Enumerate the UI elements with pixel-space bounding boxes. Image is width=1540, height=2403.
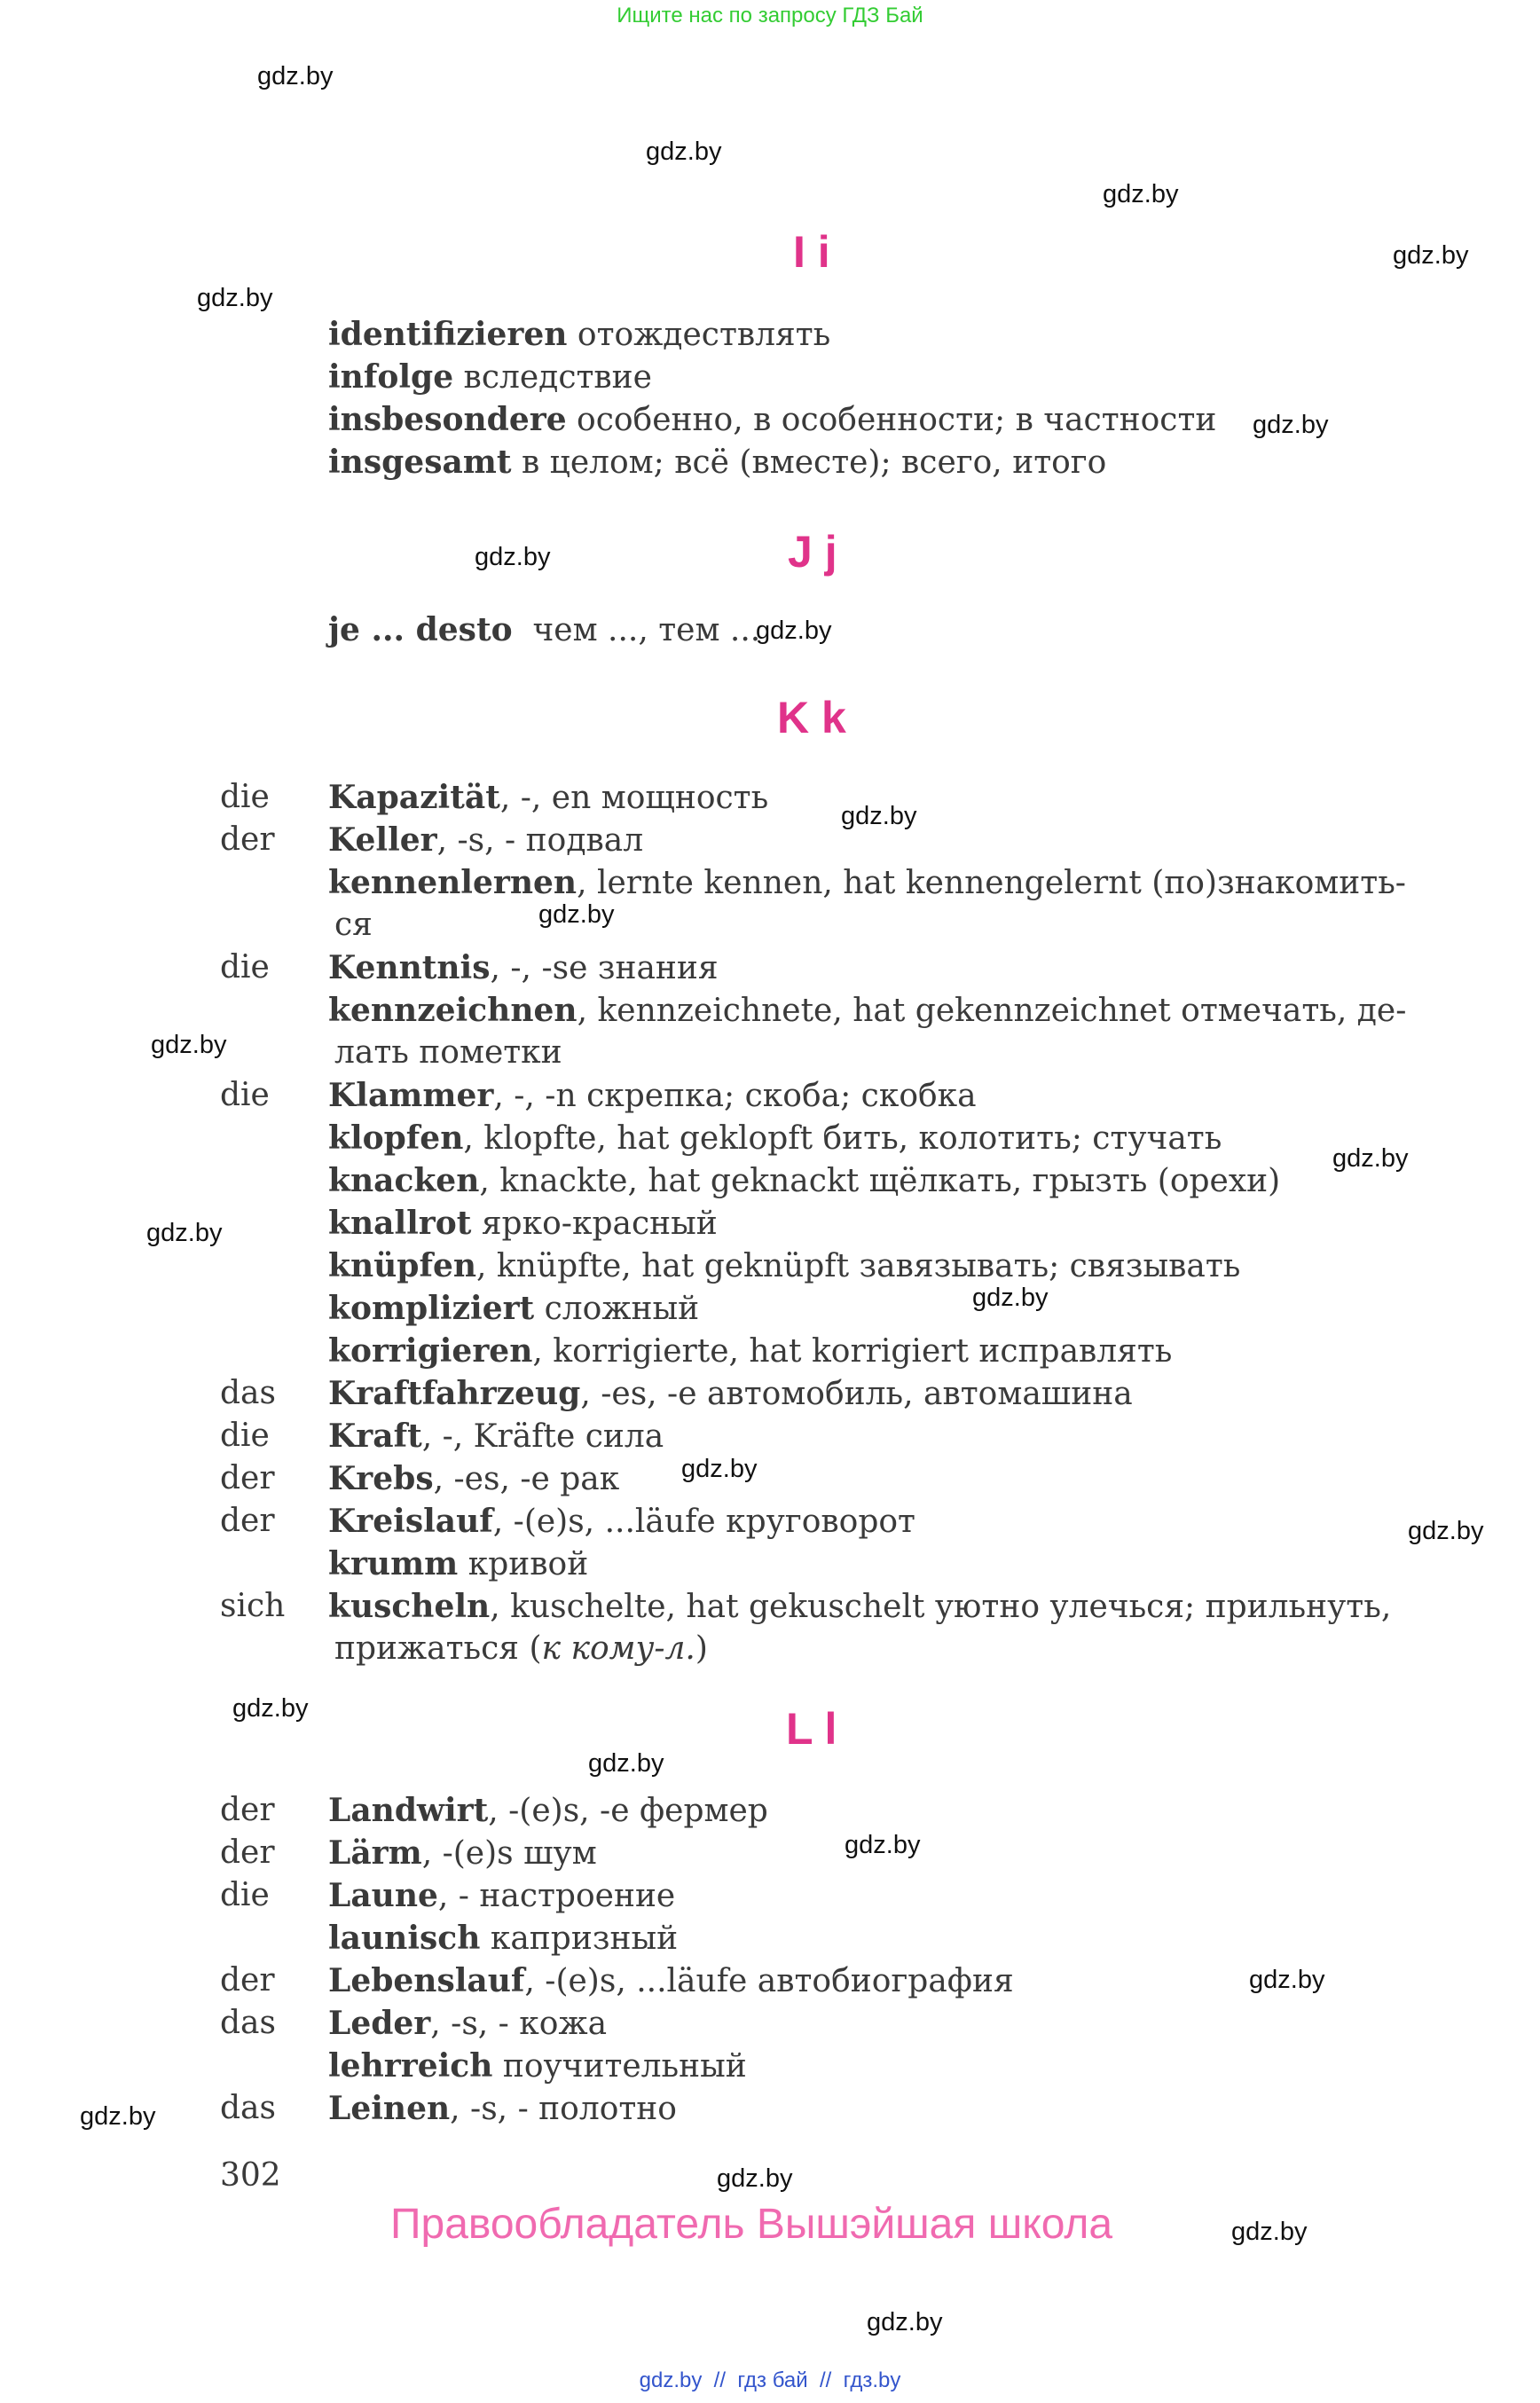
entry-article: die	[220, 1417, 270, 1454]
entry-term: Keller	[328, 821, 437, 859]
dictionary-entry	[0, 1202, 1540, 1245]
entry-definition: , knackte, hat geknackt щёлкать, грызть (орехи)	[479, 1163, 1281, 1199]
watermark: gdz.by	[538, 900, 615, 929]
entry-term: krumm	[328, 1545, 459, 1582]
dictionary-entry	[0, 1457, 1540, 1500]
dictionary-entry	[0, 1415, 1540, 1457]
dictionary-entry	[0, 2002, 1540, 2045]
dictionary-entry-continuation	[0, 1032, 1540, 1074]
section-letter: J j	[788, 527, 837, 577]
entry-article: sich	[220, 1588, 286, 1624]
entry-term: Klammer	[328, 1077, 494, 1114]
watermark: gdz.by	[845, 1831, 921, 1859]
dictionary-entry	[0, 1159, 1540, 1202]
watermark: gdz.by	[146, 1219, 223, 1247]
watermark: gdz.by	[972, 1284, 1049, 1312]
section-letter: I i	[793, 227, 830, 277]
watermark: gdz.by	[867, 2308, 943, 2336]
footer-links[interactable]: gdz.by // гдз бай // гдз.by	[639, 2368, 901, 2392]
dictionary-entry	[0, 609, 1540, 651]
entry-term: launisch	[328, 1920, 481, 1957]
entry-definition: , -, -n скрепка; скоба; скобка	[493, 1078, 977, 1114]
entry-definition: , - настроение	[437, 1878, 676, 1914]
entry-definition: , -, en мощность	[499, 780, 769, 816]
dictionary-entry	[0, 861, 1540, 904]
entry-definition: , kennzeichnete, hat gekennzeichnet отмечать, де-	[577, 993, 1407, 1029]
entry-term: identifizieren	[328, 316, 568, 353]
entry-definition: поучительный	[492, 2048, 747, 2085]
watermark: gdz.by	[1393, 241, 1469, 270]
entry-term: je ... desto	[328, 611, 513, 648]
entry-term: Lebenslauf	[328, 1962, 525, 1999]
dictionary-entry	[0, 1500, 1540, 1543]
section-letter: L l	[786, 1704, 837, 1754]
watermark: gdz.by	[1231, 2218, 1308, 2246]
dictionary-entry	[0, 1287, 1540, 1330]
entry-definition: особенно, в особенности; в частности	[566, 402, 1217, 438]
entry-definition: , korrigierte, hat korrigiert исправлять	[532, 1333, 1173, 1370]
entry-term: insbesondere	[328, 401, 567, 438]
dictionary-entry	[0, 819, 1540, 861]
watermark: gdz.by	[1249, 1966, 1325, 1994]
entry-term: Kapazität	[328, 779, 500, 816]
watermark: gdz.by	[681, 1455, 758, 1483]
watermark: gdz.by	[1253, 411, 1329, 439]
section-letter: K k	[777, 693, 846, 742]
page-number: 302	[220, 2157, 281, 2194]
watermark: gdz.by	[1332, 1144, 1409, 1173]
entry-article: der	[220, 1792, 275, 1828]
entry-term: Leder	[328, 2005, 431, 2042]
entry-definition-end: )	[695, 1630, 708, 1667]
entry-definition: , knüpfte, hat geknüpft завязывать; связывать	[476, 1248, 1241, 1284]
entry-article: die	[220, 949, 270, 986]
watermark: gdz.by	[197, 284, 273, 312]
dictionary-entry	[0, 1917, 1540, 1959]
entry-definition: , -(e)s шум	[421, 1835, 597, 1872]
entry-definition: , -(e)s, -e фермер	[488, 1793, 768, 1829]
dictionary-entry	[0, 946, 1540, 989]
entry-definition: , -s, - подвал	[436, 822, 644, 859]
entry-term: insgesamt	[328, 444, 512, 481]
watermark: gdz.by	[756, 616, 832, 645]
dictionary-entry	[0, 398, 1540, 441]
watermark: gdz.by	[232, 1694, 309, 1723]
dictionary-entry-continuation	[0, 1628, 1540, 1670]
dictionary-entry	[0, 1245, 1540, 1287]
entry-article: der	[220, 1503, 275, 1539]
dictionary-entry	[0, 1959, 1540, 2002]
entry-article: das	[220, 2090, 276, 2126]
dictionary-entry	[0, 356, 1540, 398]
entry-term: infolge	[328, 358, 454, 396]
top-banner[interactable]: Ищите нас по запросу ГДЗ Бай	[617, 4, 923, 27]
watermark: gdz.by	[151, 1031, 227, 1059]
entry-article: die	[220, 1077, 270, 1113]
entry-definition: капризный	[480, 1920, 679, 1957]
entry-definition: , -es, -e автомобиль, автомашина	[580, 1376, 1133, 1412]
watermark: gdz.by	[1408, 1517, 1484, 1545]
watermark: gdz.by	[717, 2164, 793, 2193]
entry-definition: в целом; всё (вместе); всего, итого	[511, 444, 1107, 481]
entry-term: kuscheln	[328, 1588, 491, 1625]
entry-definition: отождествлять	[567, 317, 831, 353]
dictionary-entry	[0, 1117, 1540, 1159]
watermark: gdz.by	[646, 137, 722, 166]
dictionary-entry	[0, 2045, 1540, 2087]
watermark: gdz.by	[588, 1749, 664, 1778]
entry-term: Kreislauf	[328, 1503, 493, 1540]
entry-term: kennenlernen	[328, 864, 578, 901]
dictionary-entry	[0, 1789, 1540, 1832]
watermark: gdz.by	[841, 802, 917, 830]
dictionary-entry-continuation	[0, 904, 1540, 946]
entry-term: Landwirt	[328, 1792, 489, 1829]
entry-definition: вследствие	[453, 359, 652, 396]
entry-term: Kenntnis	[328, 949, 491, 986]
entry-article: der	[220, 1834, 275, 1871]
dictionary-entry	[0, 1585, 1540, 1628]
entry-article: das	[220, 1375, 276, 1411]
dictionary-entry	[0, 776, 1540, 819]
entry-term: Kraft	[328, 1417, 422, 1455]
entry-term: Lärm	[328, 1834, 422, 1872]
entry-article: die	[220, 779, 270, 815]
entry-definition: , klopfte, hat geklopft бить, колотить; стучать	[463, 1120, 1222, 1157]
copyright-notice: Правообладатель Вышэйшая школа	[390, 2201, 1113, 2248]
dictionary-entry	[0, 1543, 1540, 1585]
dictionary-entry	[0, 1372, 1540, 1415]
dictionary-entry	[0, 1330, 1540, 1372]
entry-term: Leinen	[328, 2090, 451, 2127]
entry-definition: лать пометки	[334, 1034, 562, 1071]
entry-article: das	[220, 2005, 276, 2041]
entry-definition: , -es, -e рак	[433, 1461, 620, 1497]
entry-definition: , kuschelte, hat gekuschelt уютно улечься; прильнуть,	[490, 1589, 1392, 1625]
entry-term: Kraftfahrzeug	[328, 1375, 581, 1412]
dictionary-entry	[0, 1832, 1540, 1874]
entry-term: knacken	[328, 1162, 480, 1199]
entry-article: der	[220, 821, 275, 858]
dictionary-entry	[0, 989, 1540, 1032]
entry-definition: прижаться (	[334, 1630, 542, 1667]
entry-article: der	[220, 1460, 275, 1496]
entry-definition: , -(e)s, ...läufe автобиография	[524, 1963, 1014, 1999]
entry-term: klopfen	[328, 1119, 464, 1157]
entry-term: korrigieren	[328, 1332, 533, 1370]
entry-definition: ся	[334, 907, 373, 943]
entry-definition: , -s, - полотно	[450, 2091, 677, 2127]
watermark: gdz.by	[257, 62, 334, 90]
entry-definition: , -, -se знания	[490, 950, 719, 986]
watermark: gdz.by	[475, 543, 551, 571]
entry-term: Krebs	[328, 1460, 434, 1497]
entry-definition: чем ..., тем ...	[512, 612, 761, 648]
entry-definition: сложный	[534, 1291, 700, 1327]
entry-term: kompliziert	[328, 1290, 535, 1327]
entry-definition: , -s, - кожа	[430, 2006, 608, 2042]
entry-definition: кривой	[458, 1546, 589, 1582]
watermark: gdz.by	[1103, 180, 1179, 208]
entry-definition: ярко-красный	[471, 1205, 718, 1242]
entry-article: der	[220, 1962, 275, 1999]
entry-term: knüpfen	[328, 1247, 477, 1284]
dictionary-entry	[0, 441, 1540, 483]
entry-definition: , -, Kräfte сила	[421, 1418, 664, 1455]
watermark: gdz.by	[80, 2102, 156, 2131]
entry-term: kennzeichnen	[328, 992, 578, 1029]
entry-term: knallrot	[328, 1205, 472, 1242]
entry-usage-note: к кому-л.	[541, 1630, 695, 1667]
dictionary-entry	[0, 313, 1540, 356]
dictionary-entry	[0, 1874, 1540, 1917]
dictionary-entry	[0, 2087, 1540, 2130]
entry-article: die	[220, 1877, 270, 1913]
dictionary-entry	[0, 1074, 1540, 1117]
entry-term: Laune	[328, 1877, 438, 1914]
entry-definition: , lernte kennen, hat kennengelernt (по)знакомить-	[577, 865, 1406, 901]
entry-definition: , -(e)s, ...läufe круговорот	[492, 1504, 915, 1540]
entry-term: lehrreich	[328, 2047, 493, 2085]
